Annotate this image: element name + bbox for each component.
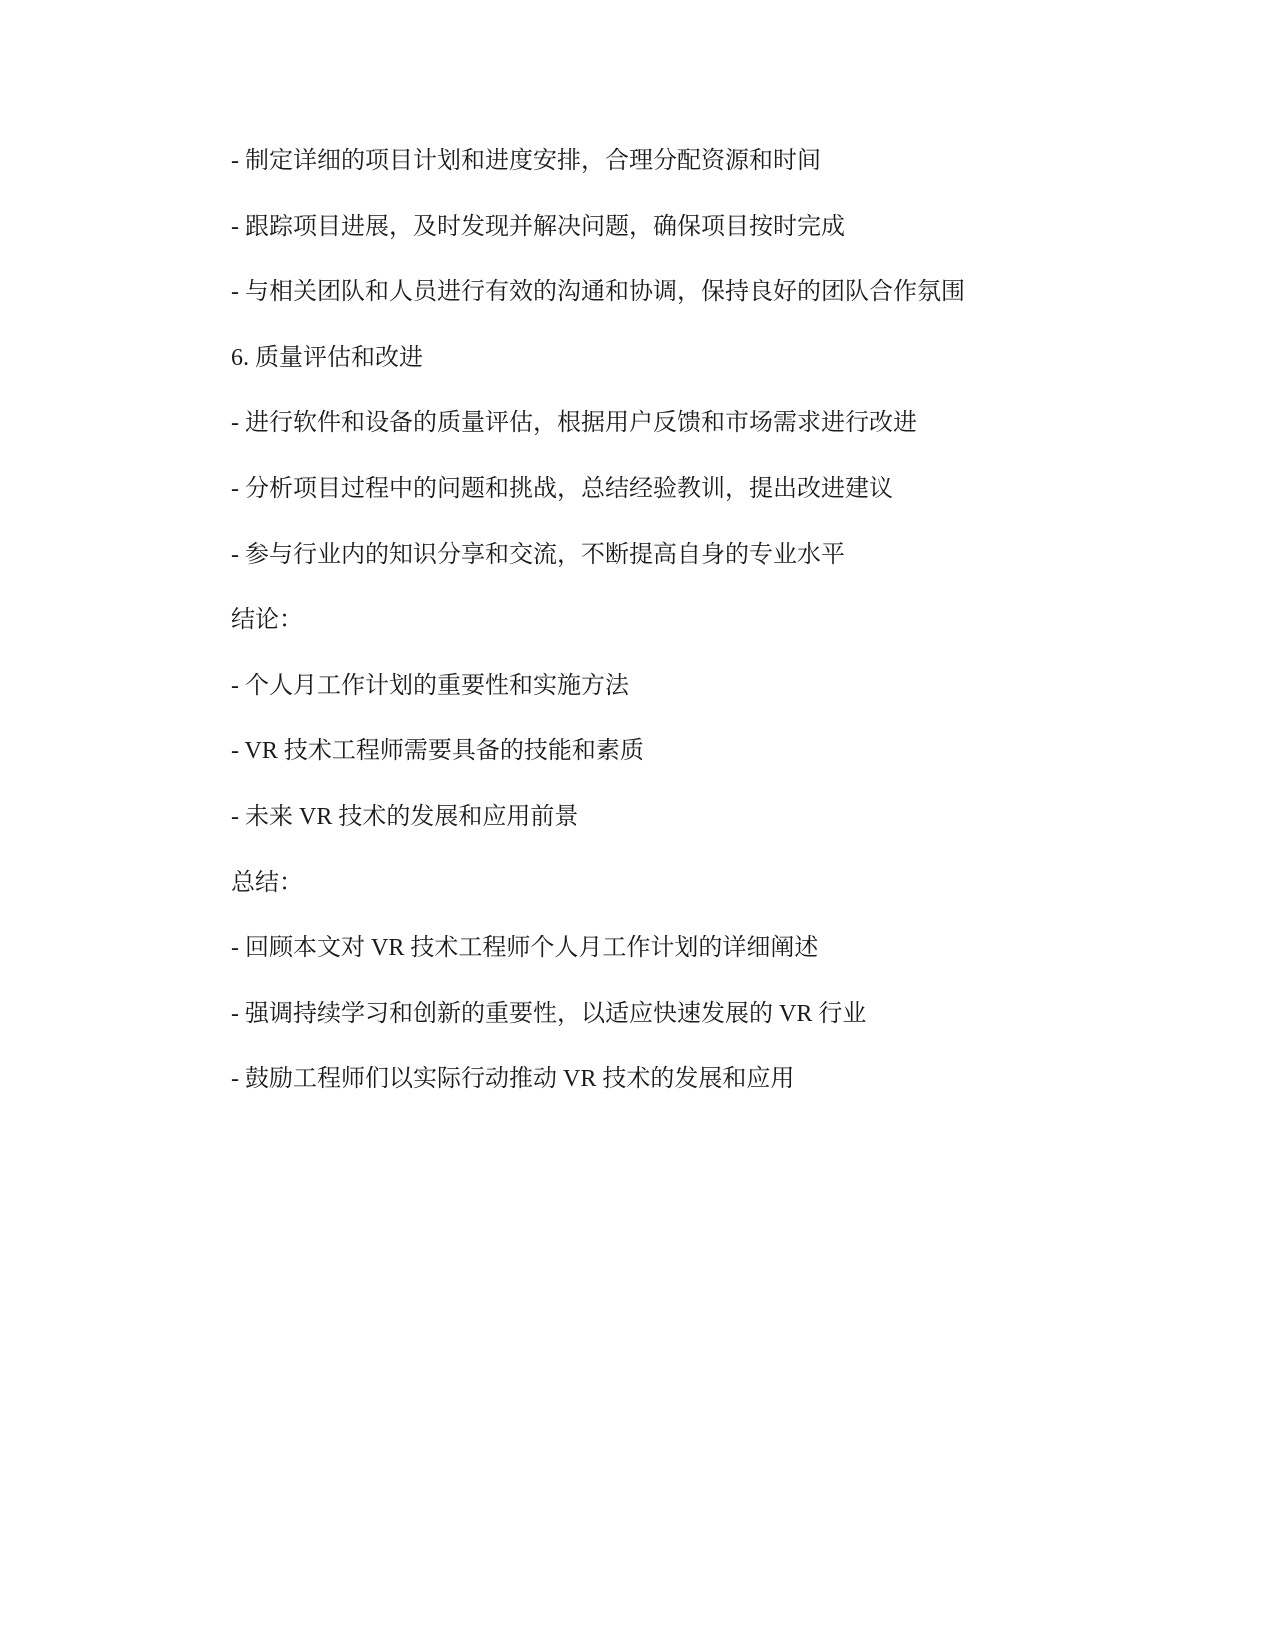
bullet-item-plan-importance: - 个人月工作计划的重要性和实施方法 xyxy=(231,672,629,699)
bullet-item-skills: - VR 技术工程师需要具备的技能和素质 xyxy=(231,738,644,765)
bullet-item-project-plan: - 制定详细的项目计划和进度安排，合理分配资源和时间 xyxy=(231,148,821,174)
bullet-item-knowledge-sharing: - 参与行业内的知识分享和交流，不断提高自身的专业水平 xyxy=(231,541,845,568)
bullet-item-review: - 回顾本文对 VR 技术工程师个人月工作计划的详细阐述 xyxy=(231,935,819,962)
section-heading-conclusion: 结论： xyxy=(231,607,303,634)
document-body xyxy=(231,145,1051,1129)
section-heading-summary: 总结： xyxy=(231,869,303,896)
bullet-item-analysis: - 分析项目过程中的问题和挑战，总结经验教训，提出改进建议 xyxy=(231,475,893,502)
bullet-item-future: - 未来 VR 技术的发展和应用前景 xyxy=(231,803,579,830)
bullet-item-communication: - 与相关团队和人员进行有效的沟通和协调，保持良好的团队合作氛围 xyxy=(231,279,965,306)
bullet-item-encourage: - 鼓励工程师们以实际行动推动 VR 技术的发展和应用 xyxy=(231,1066,795,1093)
section-heading-quality: 6. 质量评估和改进 xyxy=(231,344,423,371)
bullet-item-learning: - 强调持续学习和创新的重要性，以适应快速发展的 VR 行业 xyxy=(231,1000,867,1027)
bullet-item-track-progress: - 跟踪项目进展，及时发现并解决问题，确保项目按时完成 xyxy=(231,213,845,240)
bullet-item-quality-assessment: - 进行软件和设备的质量评估，根据用户反馈和市场需求进行改进 xyxy=(231,410,917,437)
